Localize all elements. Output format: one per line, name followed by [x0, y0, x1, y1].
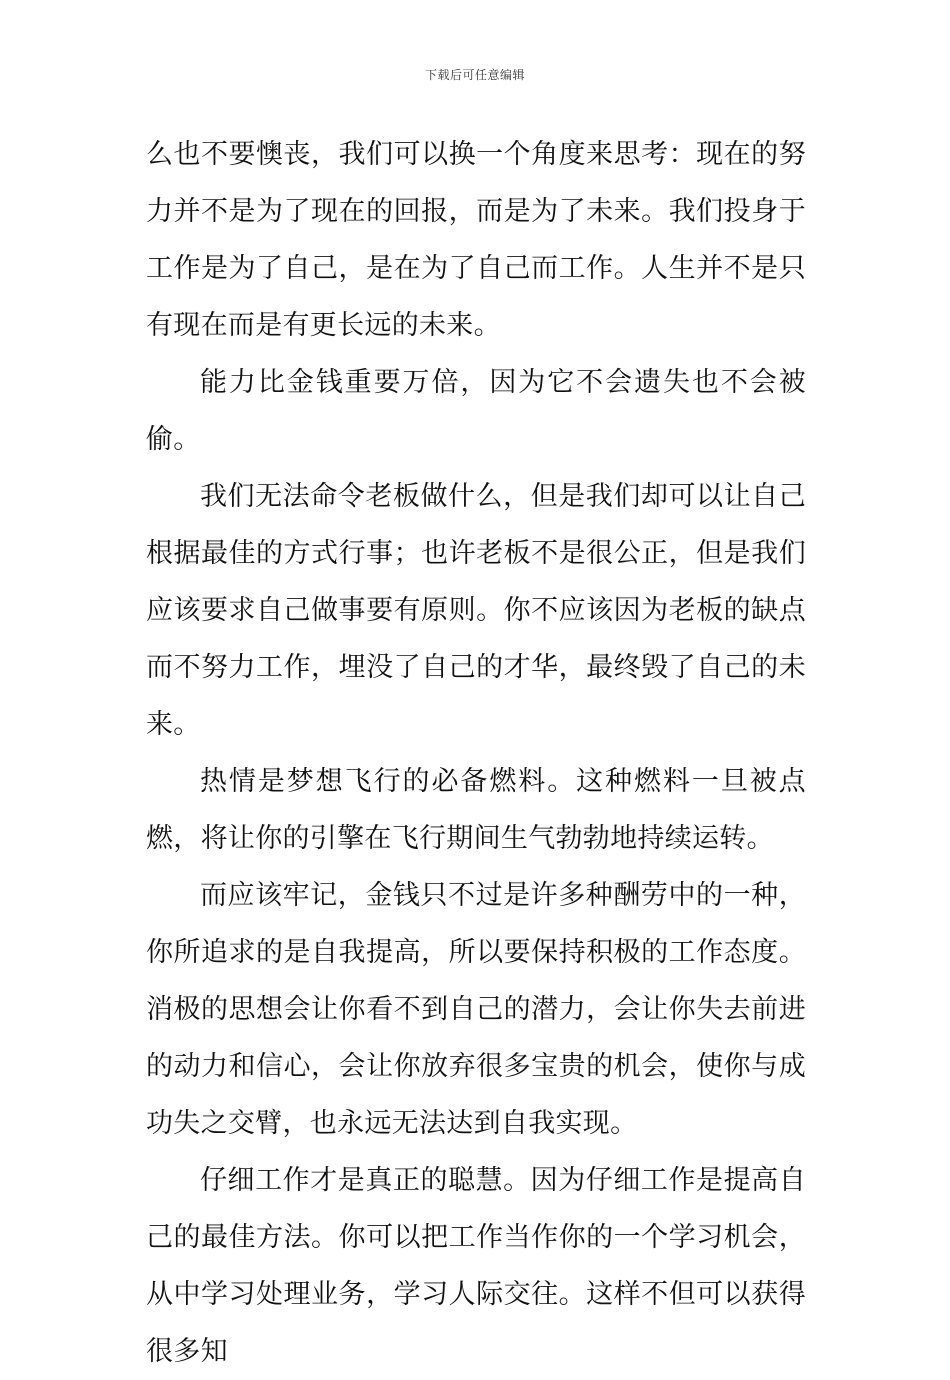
paragraph-5: 而应该牢记，金钱只不过是许多种酬劳中的一种，你所追求的是自我提高，所以要保持积极的工作态度。消极的思想会让你看不到自己的潜力，会让你失去前进的动力和信心，会让你放弃很多宝贵的机会，使你与成功失之交臂，也永远无法达到自我实现。: [146, 880, 806, 1139]
page-header: 下载后可任意编辑: [424, 68, 525, 82]
paragraph-4: 热情是梦想飞行的必备燃料。这种燃料一旦被点燃，将让你的引擎在飞行期间生气勃勃地持续运转。: [146, 766, 806, 854]
paragraph-3: 我们无法命令老板做什么，但是我们却可以让自己根据最佳的方式行事；也许老板不是很公正，但是我们应该要求自己做事要有原则。你不应该因为老板的缺点而不努力工作，埋没了自己的才华，最终毁了自己的未来。: [146, 481, 806, 740]
paragraph-1: 么也不要懊丧，我们可以换一个角度来思考：现在的努力并不是为了现在的回报，而是为了未来。我们投身于工作是为了自己，是在为了自己而工作。人生并不是只有现在而是有更长远的未来。: [146, 139, 806, 341]
paragraph-2: 能力比金钱重要万倍，因为它不会遗失也不会被偷。: [146, 367, 806, 455]
document-body: [146, 126, 806, 1380]
paragraph-6: 仔细工作才是真正的聪慧。因为仔细工作是提高自己的最佳方法。你可以把工作当作你的一个学习机会，从中学习处理业务，学习人际交往。这样不但可以获得很多知: [146, 1165, 806, 1367]
